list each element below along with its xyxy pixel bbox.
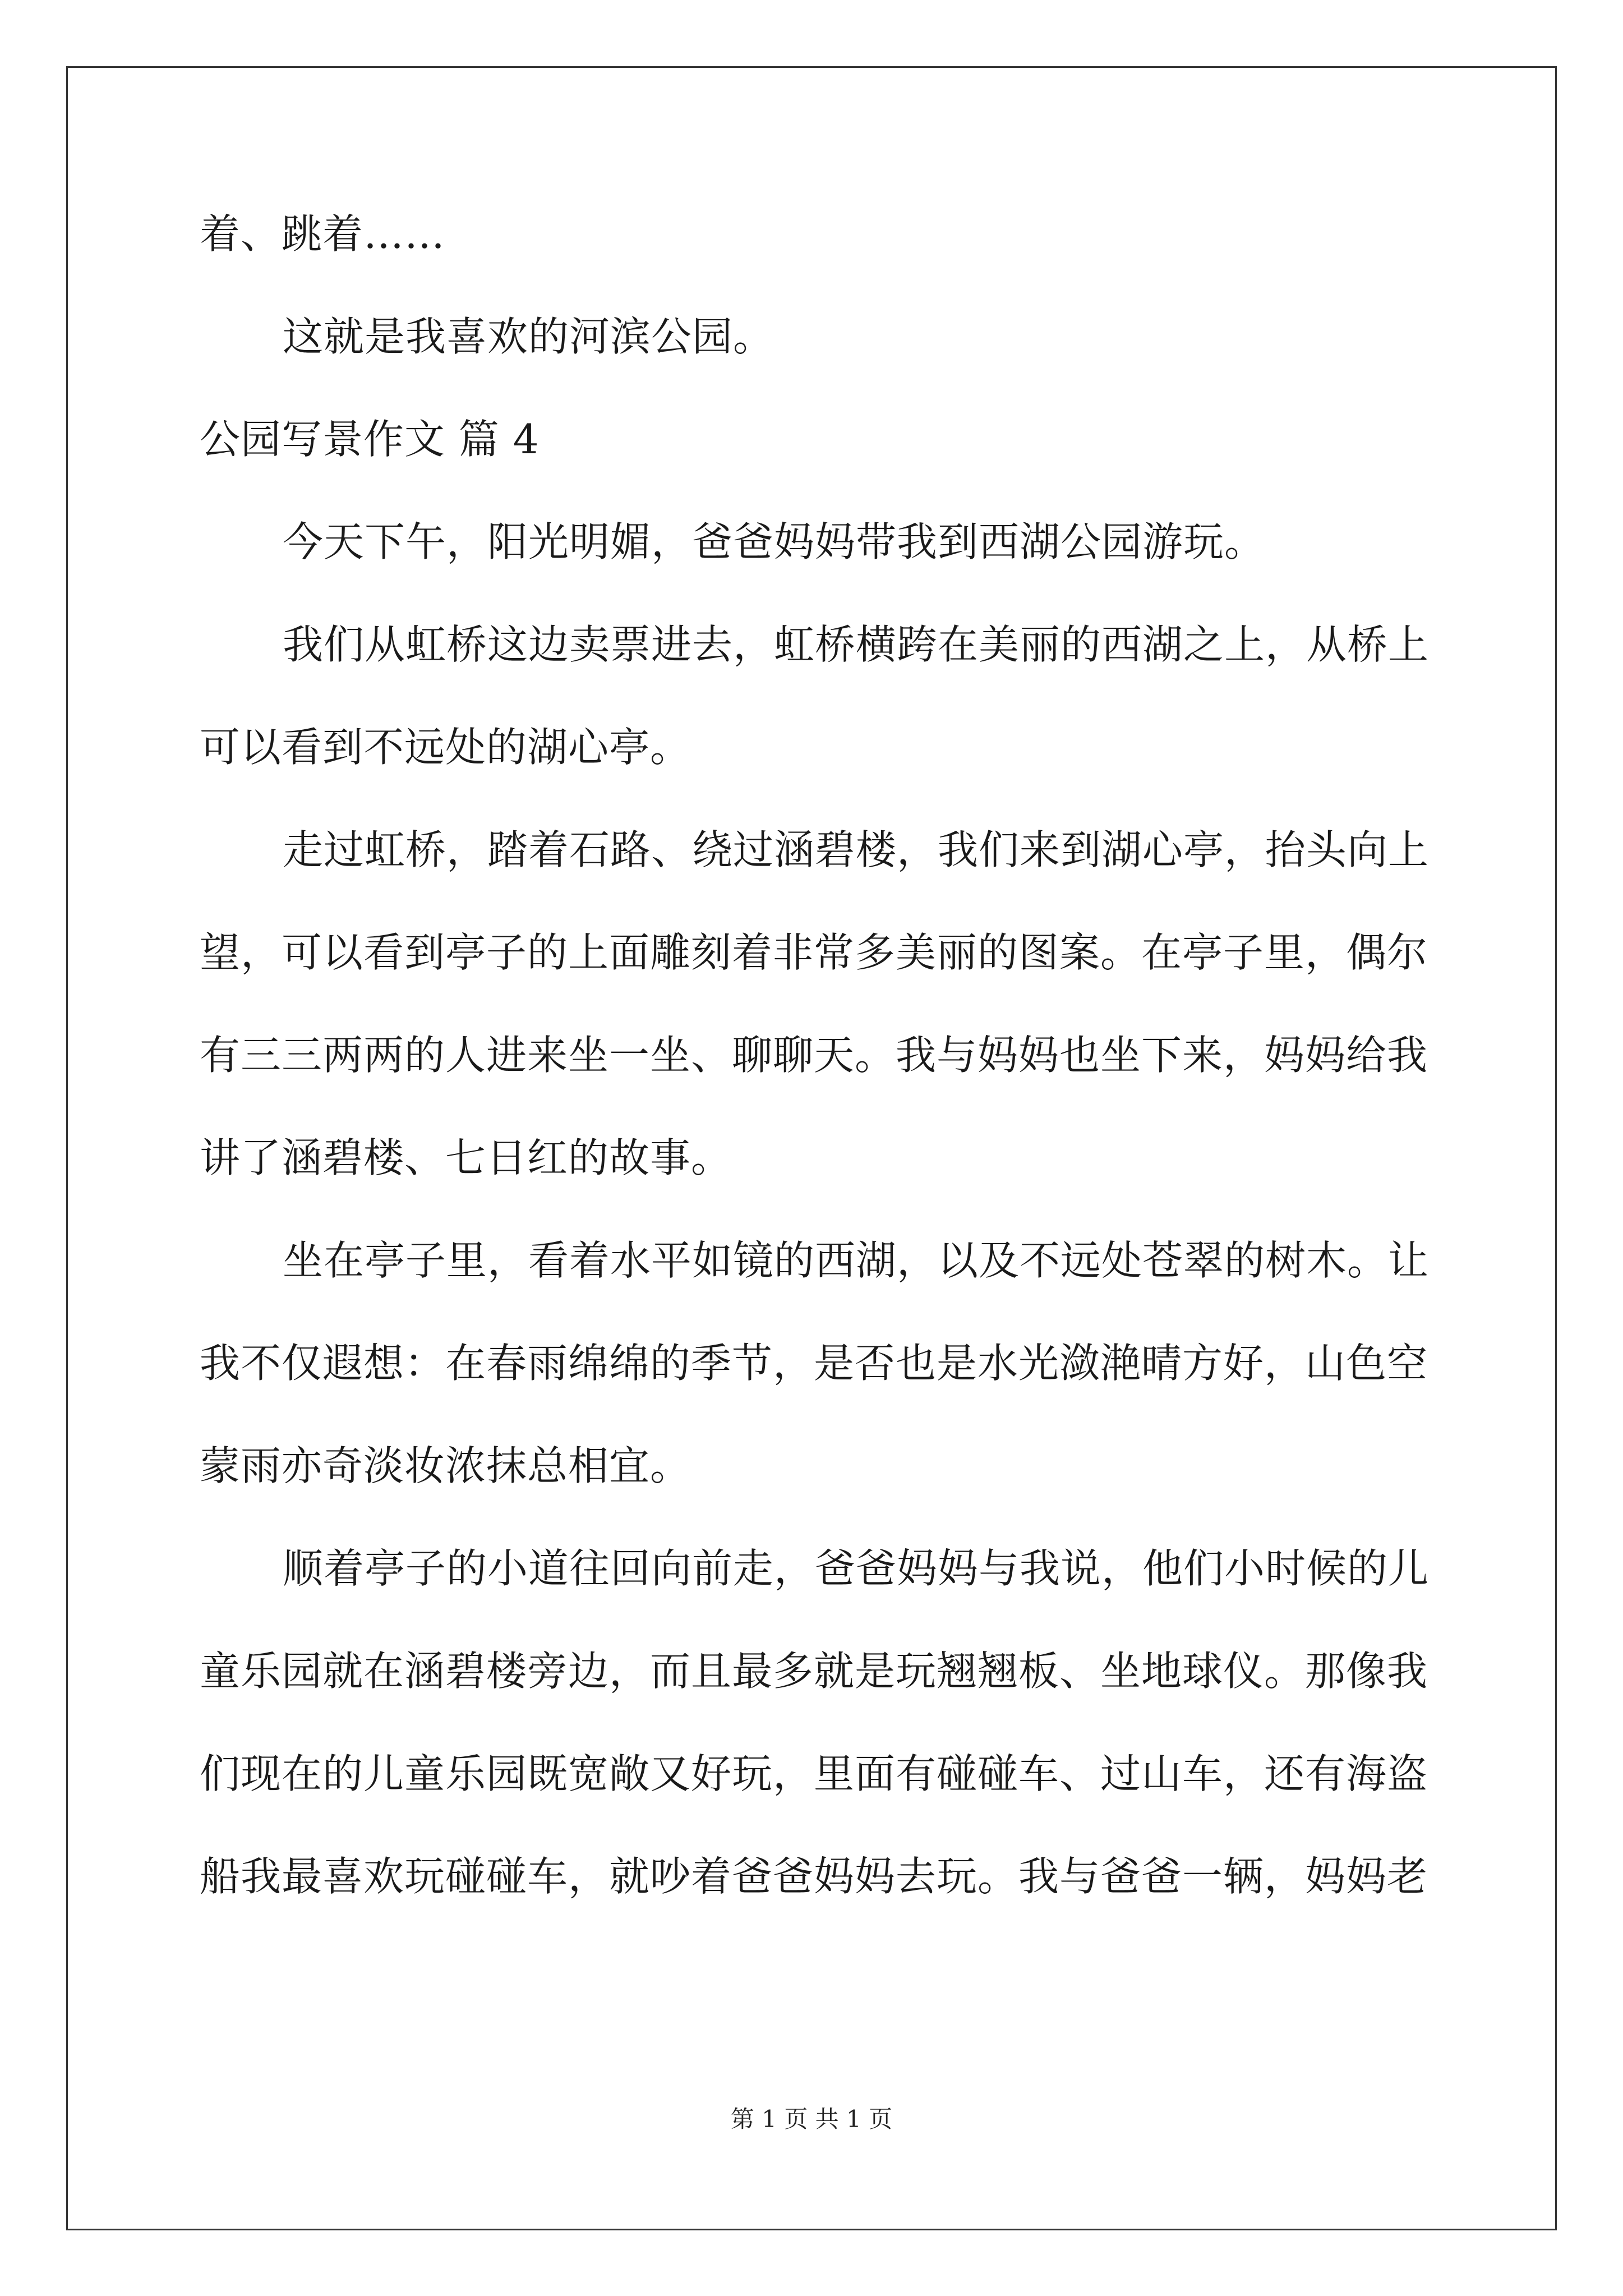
text-line: 着、跳着……: [200, 210, 446, 257]
text-line: 走过虹桥，踏着石路、绕过涵碧楼，我们来到湖心亭，抬头向上: [283, 826, 1430, 873]
text-line: 顺着亭子的小道往回向前走，爸爸妈妈与我说，他们小时候的儿: [283, 1545, 1430, 1592]
text-line: 这就是我喜欢的河滨公园。: [283, 313, 774, 360]
text-line: 有三三两两的人进来坐一坐、聊聊天。我与妈妈也坐下来，妈妈给我: [200, 1032, 1428, 1079]
section-heading: 公园写景作文 篇 4: [200, 416, 540, 463]
text-line: 今天下午，阳光明媚，爸爸妈妈带我到西湖公园游玩。: [283, 518, 1266, 565]
text-line: 望，可以看到亭子的上面雕刻着非常多美丽的图案。在亭子里，偶尔: [200, 929, 1428, 976]
text-line: 坐在亭子里，看着水平如镜的西湖，以及不远处苍翠的树木。让: [283, 1237, 1430, 1284]
text-line: 我们从虹桥这边卖票进去，虹桥横跨在美丽的西湖之上，从桥上: [283, 621, 1430, 668]
page-footer: 第 1 页 共 1 页: [730, 2105, 893, 2133]
text-line: 船我最喜欢玩碰碰车，就吵着爸爸妈妈去玩。我与爸爸一辆，妈妈老: [200, 1853, 1428, 1900]
text-line: 我不仅遐想：在春雨绵绵的季节，是否也是水光潋滟晴方好，山色空: [200, 1340, 1428, 1387]
text-line: 可以看到不远处的湖心亭。: [200, 724, 691, 771]
text-line: 们现在的儿童乐园既宽敞又好玩，里面有碰碰车、过山车，还有海盗: [200, 1750, 1428, 1797]
text-line: 童乐园就在涵碧楼旁边，而且最多就是玩翘翘板、坐地球仪。那像我: [200, 1648, 1428, 1695]
text-line: 蒙雨亦奇淡妆浓抹总相宜。: [200, 1442, 691, 1489]
text-line: 讲了涵碧楼、七日红的故事。: [200, 1134, 732, 1181]
